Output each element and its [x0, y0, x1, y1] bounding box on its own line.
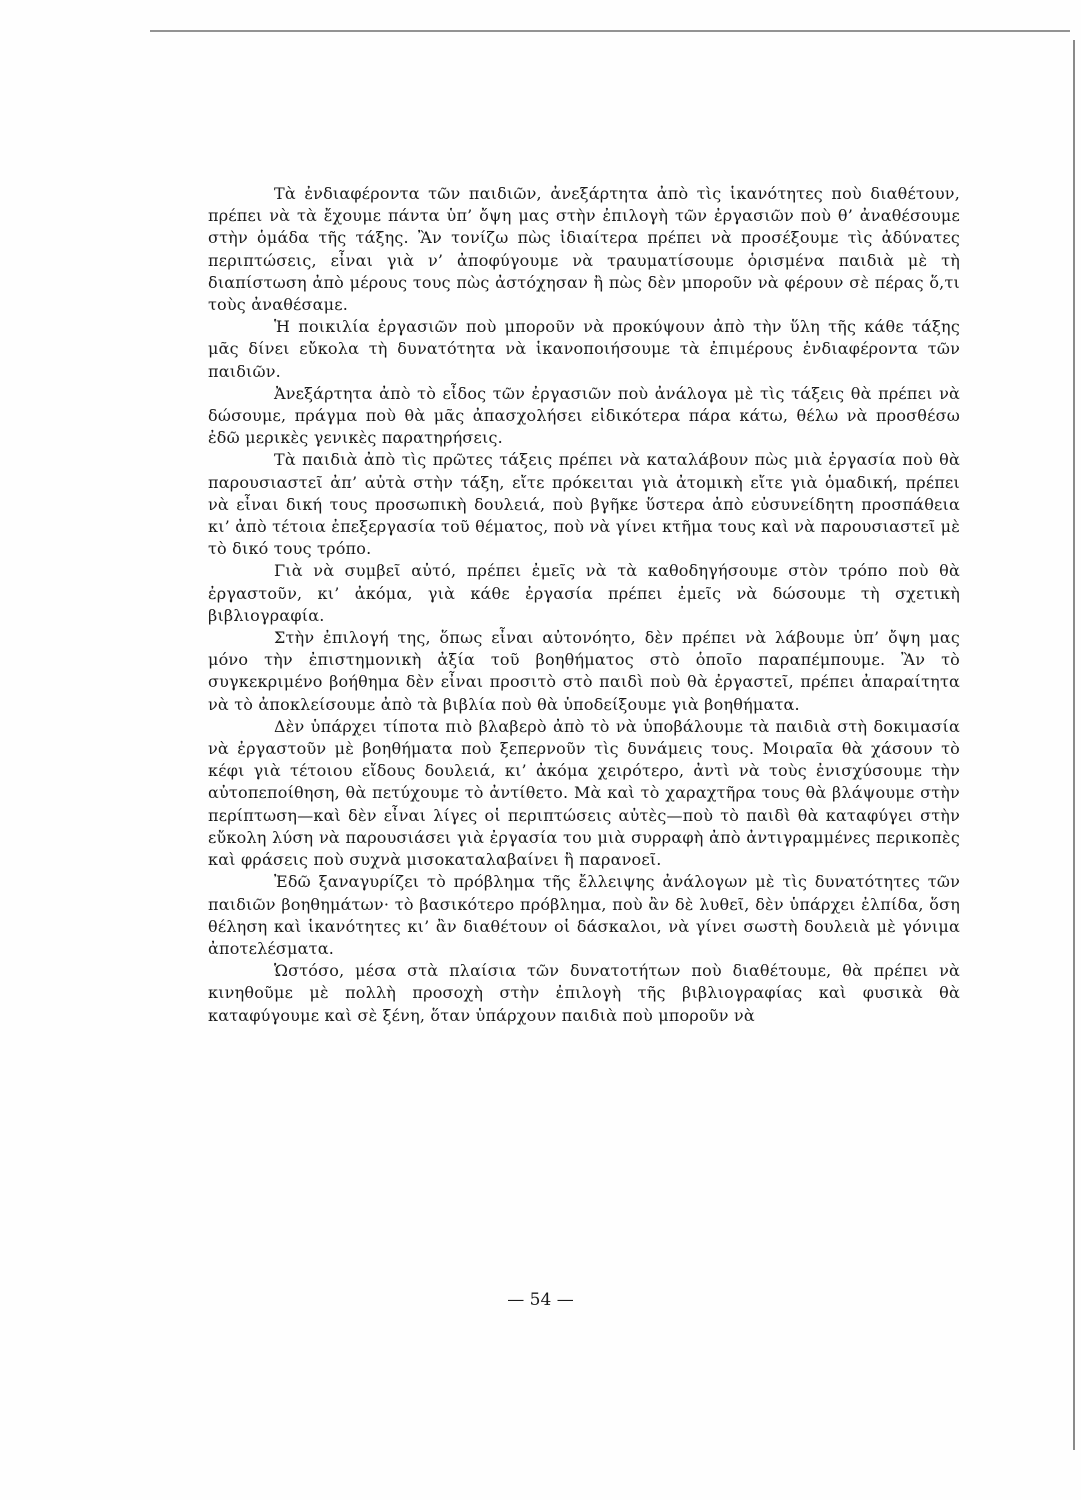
paragraph: Ἀνεξάρτητα ἀπὸ τὸ εἶδος τῶν ἐργασιῶν ποὺ ἀνάλογα μὲ τὶς τάξεις θὰ πρέπει νὰ δώσουμε, πράγμα ποὺ θὰ μᾶς ἀπασχολήσει εἰδικότερα πάρα κάτω, θέλω νὰ προσθέσω ἐδῶ μερικὲς γενικὲς παρατηρήσεις. — [208, 383, 960, 448]
paragraph: Στὴν ἐπιλογή της, ὅπως εἶναι αὐτονόητο, δὲν πρέπει νὰ λάβουμε ὑπ’ ὄψη μας μόνο τὴν ἐπιστημονικὴ ἀξία τοῦ βοηθήματος στὸ ὁποῖο παραπέμπουμε. Ἂν τὸ συγκεκριμένο βοήθημα δὲν εἶναι προσιτὸ στὸ παιδὶ ποὺ θὰ ἐργαστεῖ, πρέπει ἀπαραίτητα νὰ τὸ ἀποκλείσουμε ἀπὸ τὰ βιβλία ποὺ θὰ ὑποδείξουμε γιὰ βοηθήματα. — [208, 628, 960, 714]
body-text — [208, 183, 960, 1027]
paragraph: Γιὰ νὰ συμβεῖ αὐτό, πρέπει ἐμεῖς νὰ τὰ καθοδηγήσουμε στὸν τρόπο ποὺ θὰ ἐργαστοῦν, κι’ ἀκόμα, γιὰ κάθε ἐργασία πρέπει ἐμεῖς νὰ δώσουμε τὴ σχετικὴ βιβλιογραφία. — [208, 561, 960, 625]
paragraph: Ὡστόσο, μέσα στὰ πλαίσια τῶν δυνατοτήτων ποὺ διαθέτουμε, θὰ πρέπει νὰ κινηθοῦμε μὲ πολλὴ προσοχὴ στὴν ἐπιλογὴ τῆς βιβλιογραφίας καὶ φυσικὰ θὰ καταφύγουμε καὶ σὲ ξένη, ὅταν ὑπάρχουν παιδιὰ ποὺ μποροῦν νὰ — [208, 961, 960, 1025]
scan-edge-top — [150, 30, 1070, 32]
paragraph: Δὲν ὑπάρχει τίποτα πιὸ βλαβερὸ ἀπὸ τὸ νὰ ὑποβάλουμε τὰ παιδιὰ στὴ δοκιμασία νὰ ἐργαστοῦν μὲ βοηθήματα ποὺ ξεπερνοῦν τὶς δυνάμεις τους. Μοιραῖα θὰ χάσουν τὸ κέφι γιὰ τέτοιου εἴδους δουλειά, κι’ ἀκόμα χειρότερο, ἀντὶ νὰ τοὺς ἐνισχύσουμε τὴν αὐτοπεποίθηση, θὰ πετύχουμε τὸ ἀντίθετο. Μὰ καὶ τὸ χαραχτῆρα τους θὰ βλάψουμε στὴν περίπτωση—καὶ δὲν εἶναι λίγες οἱ περιπτώσεις αὐτὲς—ποὺ τὸ παιδὶ θὰ καταφύγει στὴν εὔκολη λύση νὰ παρουσιάσει γιὰ ἐργασία του μιὰ συρραφὴ ἀπὸ ἀντιγραμμένες περικοπὲς καὶ φράσεις ποὺ συχνὰ μισοκαταλαβαίνει ἢ παρανοεῖ. — [208, 716, 960, 870]
paragraph: Ἐδῶ ξαναγυρίζει τὸ πρόβλημα τῆς ἔλλειψης ἀνάλογων μὲ τὶς δυνατότητες τῶν παιδιῶν βοηθημάτων· τὸ βασικότερο πρόβλημα, ποὺ ἂν δὲ λυθεῖ, δὲν ὑπάρχει ἐλπίδα, ὅση θέληση καὶ ἱκανότητες κι’ ἂν διαθέτουν οἱ δάσκαλοι, νὰ γίνει σωστὴ δουλειὰ μὲ γόνιμα ἀποτελέσματα. — [208, 872, 960, 958]
scan-edge-right — [1073, 40, 1075, 1450]
paragraph: Τὰ ἐνδιαφέροντα τῶν παιδιῶν, ἀνεξάρτητα ἀπὸ τὶς ἱκανότητες ποὺ διαθέτουν, πρέπει νὰ τὰ ἔχουμε πάντα ὑπ’ ὄψη μας στὴν ἐπιλογὴ τῶν ἐργασιῶν ποὺ θ’ ἀναθέσουμε στὴν ὁμάδα τῆς τάξης. Ἂν τονίζω πὼς ἰδιαίτερα πρέπει νὰ προσέξουμε τὶς ἀδύνατες περιπτώσεις, εἶναι γιὰ ν’ ἀποφύγουμε νὰ τραυματίσουμε ὁρισμένα παιδιὰ μὲ τὴ διαπίστωση ἀπὸ μέρους τους πὼς ἀστόχησαν ἢ πὼς δὲν μποροῦν νὰ φέρουν σὲ πέρας ὅ,τι τοὺς ἀναθέσαμε. — [208, 184, 960, 315]
page-number: — 54 — — [507, 1290, 574, 1310]
paragraph: Τὰ παιδιὰ ἀπὸ τὶς πρῶτες τάξεις πρέπει νὰ καταλάβουν πὼς μιὰ ἐργασία ποὺ θὰ παρουσιαστεῖ ἀπ’ αὐτὰ στὴν τάξη, εἴτε πρόκειται γιὰ ἀτομικὴ εἴτε γιὰ ὁμαδική, πρέπει νὰ εἶναι δική τους προσωπικὴ δουλειά, ποὺ βγῆκε ὕστερα ἀπὸ εὐσυνείδητη προσπάθεια κι’ ἀπὸ τέτοια ἐπεξεργασία τοῦ θέματος, ποὺ νὰ γίνει κτῆμα τους καὶ νὰ παρουσιαστεῖ μὲ τὸ δικό τους τρόπο. — [208, 450, 960, 559]
paragraph: Ἡ ποικιλία ἐργασιῶν ποὺ μποροῦν νὰ προκύψουν ἀπὸ τὴν ὕλη τῆς κάθε τάξης μᾶς δίνει εὔκολα τὴ δυνατότητα νὰ ἱκανοποιήσουμε τὰ ἐπιμέρους ἐνδιαφέροντα τῶν παιδιῶν. — [208, 317, 960, 381]
